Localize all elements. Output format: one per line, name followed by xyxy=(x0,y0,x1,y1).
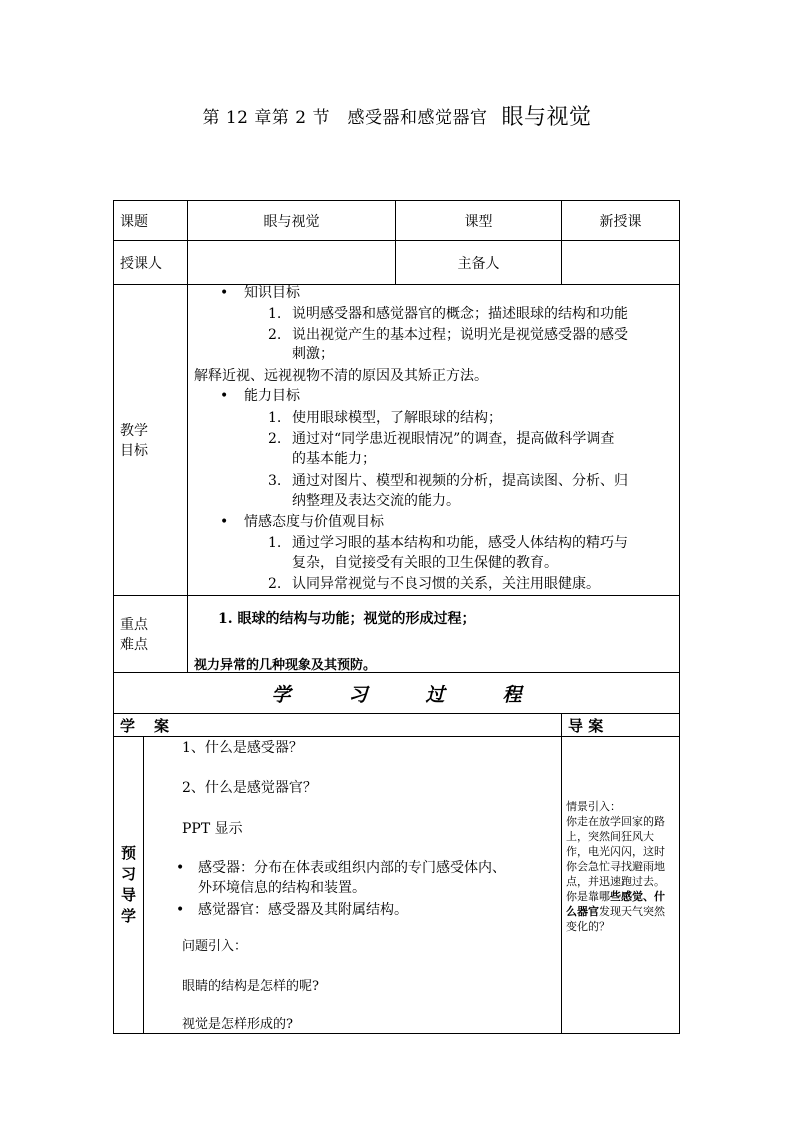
side-char-1: 预 xyxy=(120,844,136,862)
preview-ppt: PPT 显示 xyxy=(182,821,243,837)
student-plan-header: 学 案 xyxy=(114,714,562,737)
obj-k3: 解释近视、远视视物不清的原因及其矫正方法。 xyxy=(194,368,488,384)
preview-q2: 2、什么是感觉器官？ xyxy=(182,780,317,796)
label-topic: 课题 xyxy=(114,201,188,241)
lesson-type-value: 新授课 xyxy=(562,201,680,241)
obj-a3-num: 3. xyxy=(268,473,282,489)
obj-k1-num: 1. xyxy=(268,306,282,322)
label-objectives xyxy=(114,285,188,596)
label-lesson-type: 课型 xyxy=(396,201,562,241)
preview-intro-q2: 视觉是怎样形成的? xyxy=(182,1017,293,1032)
guide-text-1: 你走在放学回家的路上，突然间狂风大作，电光闪闪，这时你会急忙寻找避雨地点，并迅速跑过去。你是靠哪 xyxy=(566,815,665,903)
obj-a2-line2: 的基本能力； xyxy=(292,451,376,467)
preview-side-label xyxy=(114,737,144,1034)
obj-a3-line2: 纳整理及表达交流的能力。 xyxy=(292,493,460,509)
preview-bullet-1-line1: • 感受器：分布在体表或组织内部的专门感受体内、 xyxy=(198,858,506,878)
obj-k2-num: 2. xyxy=(268,327,282,343)
objectives-content xyxy=(188,285,680,596)
page-title xyxy=(0,103,794,133)
key-point-2: 视力异常的几种现象及其预防。 xyxy=(194,658,377,673)
title-main: 第 12 章第 2 节 感受器和感觉器官 xyxy=(202,108,488,128)
obj-e1-line1: 通过学习眼的基本结构和功能，感受人体结构的精巧与 xyxy=(292,535,628,551)
lesson-plan-table xyxy=(113,200,680,1034)
obj-a1-num: 1. xyxy=(268,410,282,426)
label-teacher: 授课人 xyxy=(114,241,188,285)
obj-knowledge-heading: • 知识目标 xyxy=(244,283,300,303)
obj-e1-num: 1. xyxy=(268,535,282,551)
guide-lead: 情景引入： xyxy=(566,800,621,813)
preview-intro: 问题引入： xyxy=(182,939,248,954)
obj-a1: 使用眼球模型，了解眼球的结构； xyxy=(292,410,502,426)
label-key-line2: 难点 xyxy=(120,637,148,653)
label-preparer: 主备人 xyxy=(396,241,562,285)
obj-k1: 说明感受器和感觉器官的概念；描述眼球的结构和功能 xyxy=(292,306,628,322)
guide-text-bold: 些感觉、什么器官 xyxy=(566,890,665,918)
guide-content xyxy=(562,737,680,1034)
side-char-4: 学 xyxy=(120,907,136,925)
obj-e2: 认同异常视觉与不良习惯的关系，关注用眼健康。 xyxy=(292,576,600,592)
label-key-line1: 重点 xyxy=(120,617,148,633)
obj-emotion-heading: • 情感态度与价值观目标 xyxy=(244,512,384,532)
obj-e2-num: 2. xyxy=(268,576,282,592)
label-objectives-line2: 目标 xyxy=(120,443,148,459)
obj-a3-line1: 通过对图片、模型和视频的分析，提高读图、分析、归 xyxy=(292,473,628,489)
key-points-content xyxy=(188,596,680,673)
label-objectives-line1: 教学 xyxy=(120,423,148,439)
title-sub: 眼与视觉 xyxy=(501,105,592,130)
preview-content xyxy=(144,737,562,1034)
obj-e1-line2: 复杂，自觉接受有关眼的卫生保健的教育。 xyxy=(292,555,558,571)
obj-a2-num: 2. xyxy=(268,431,282,447)
preparer-value xyxy=(562,241,680,285)
preview-bullet-1-line2: 外环境信息的结构和装置。 xyxy=(198,880,366,896)
guide-text-2: 发现天气突然变化的？ xyxy=(566,905,665,933)
obj-a2-line1: 通过对“同学患近视眼情况”的调查，提高做科学调查 xyxy=(292,431,615,447)
teacher-guide-header: 导 案 xyxy=(562,714,680,737)
obj-k2-line2: 刺激； xyxy=(292,346,334,362)
key-point-1: 1. 眼球的结构与功能；视觉的形成过程； xyxy=(218,611,476,627)
preview-bullet-2: • 感觉器官：感受器及其附属结构。 xyxy=(198,900,408,920)
teacher-value xyxy=(188,241,396,285)
side-char-2: 习 xyxy=(120,865,136,883)
topic-value: 眼与视觉 xyxy=(188,201,396,241)
side-char-3: 导 xyxy=(120,886,136,904)
preview-intro-q1: 眼睛的结构是怎样的呢? xyxy=(182,979,319,994)
obj-ability-heading: • 能力目标 xyxy=(244,386,300,406)
process-heading: 学习过程 xyxy=(114,673,680,714)
label-key-points xyxy=(114,596,188,673)
preview-q1: 1、什么是感受器？ xyxy=(182,740,303,756)
obj-k2-line1: 说出视觉产生的基本过程；说明光是视觉感受器的感受 xyxy=(292,327,628,343)
